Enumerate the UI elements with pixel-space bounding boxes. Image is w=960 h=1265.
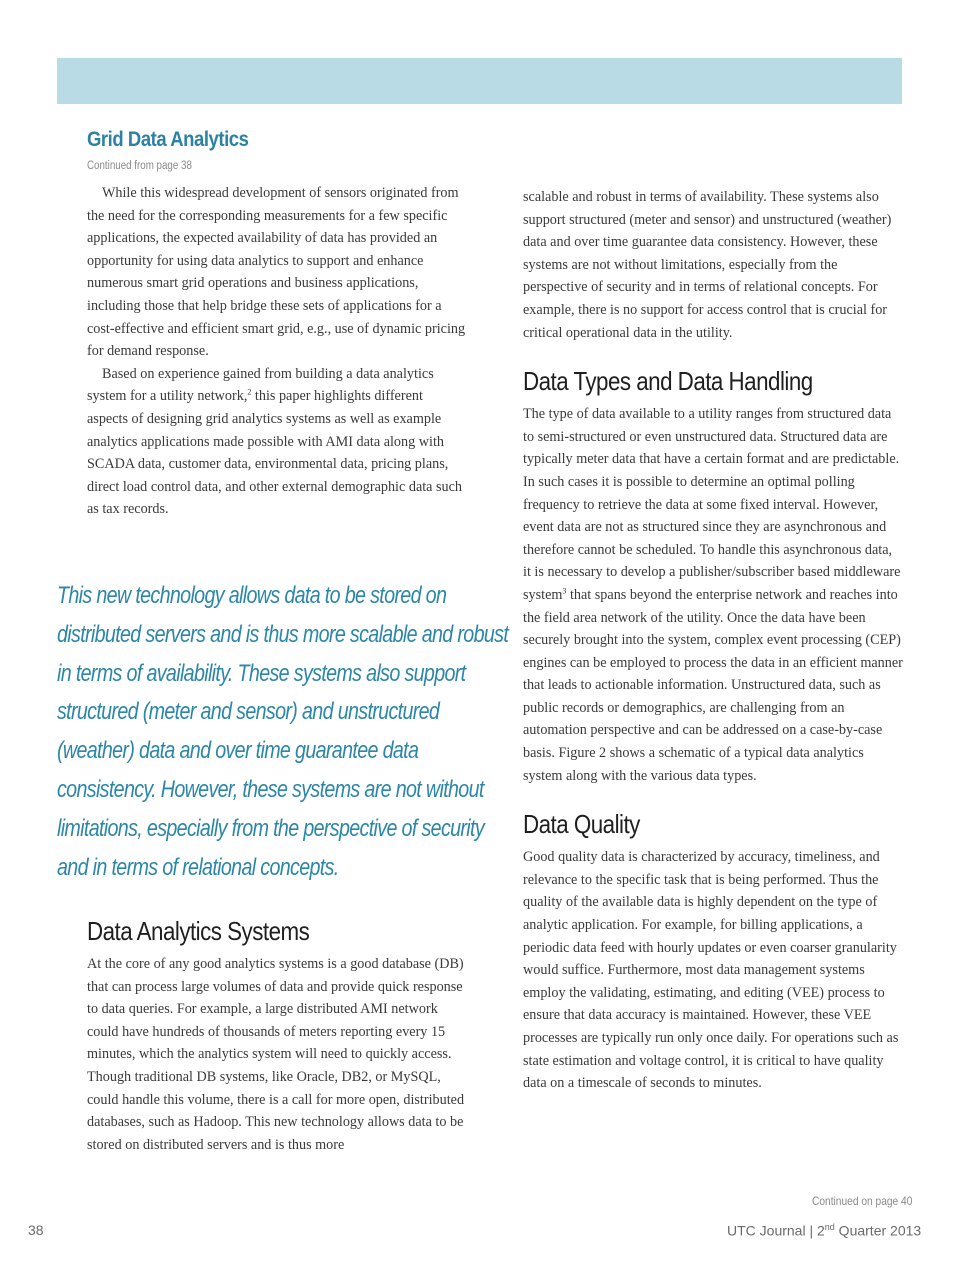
- pull-quote-line: This new technology allows data to be stored on: [57, 582, 447, 609]
- pull-quote-line: and in terms of relational concepts.: [57, 853, 339, 881]
- continued-on-note: Continued on page 40: [812, 1194, 913, 1208]
- continued-from-note: Continued from page 38: [87, 160, 192, 172]
- intro-text: [87, 182, 467, 521]
- data-analytics-systems-heading: Data Analytics Systems: [87, 916, 310, 946]
- data-analytics-systems-body: At the core of any good analytics systems is a good database (DB) that can process large volumes of data and provide quick response to data queries. For example, a large distributed AMI network could have hundreds of thousands of meters reporting every 15 minutes, which the analytics system will need to quickly access. Though traditional DB systems, like Oracle, DB2, or MySQL, could handle this volume, there is a call for more open, distributed databases, such as Hadoop. This new technology allows data to be stored on distributed servers and is thus more: [87, 956, 465, 1153]
- left-column: [87, 128, 467, 521]
- right-column: [523, 186, 903, 1095]
- page-number: 38: [28, 1222, 44, 1238]
- pull-quote-line: consistency. However, these systems are not without: [57, 775, 484, 803]
- intro-paragraph-2: Based on experience gained from building a data analytics system for a utility network,$^2$ this paper highlights different aspects of designing grid analytics systems as well as example analytics applications made possible with AMI data along with SCADA data, customer data, environmental data, pricing plans, direct load control data, and other external demographic data such as tax records.: [87, 365, 463, 518]
- data-quality-body: Good quality data is characterized by accuracy, timeliness, and relevance to the specific task that is being performed. Thus the quality of the available data is highly dependent on the type of analytic application. For example, for billing applications, a periodic data feed with hourly updates or even coarser granularity would suffice. Furthermore, most data management systems employ the validating, estimating, and editing (VEE) process to ensure that data accuracy is maintained. However, these VEE processes are typically run only once daily. For operations such as state estimation and voltage control, it is critical to have quality data on a timescale of seconds to minutes.: [523, 849, 899, 1092]
- journal-footer: UTC Journal | 2nd Quarter 2013: [727, 1222, 922, 1239]
- data-quality-heading: Data Quality: [523, 809, 640, 840]
- continuation-paragraph: scalable and robust in terms of availability. These systems also support structured (meter and sensor) and unstructured (weather) data and over time guarantee data consistency. However, these systems are not without limitations, especially from the perspective of security and in terms of relational concepts. For example, there is no support for access control that is crucial for critical operational data in the utility.: [523, 189, 892, 341]
- data-analytics-systems-section: [87, 916, 467, 1156]
- intro-paragraph-1: While this widespread development of sensors originated from the need for the corresponding measurements for a few specific applications, the expected availability of data has provided an opportunity for using data analytics to support and enhance numerous smart grid operations and business applications, including those that help bridge these sets of applications for a cost-effective and efficient smart grid, e.g., use of dynamic pricing for demand response.: [87, 185, 466, 360]
- data-types-body: The type of data available to a utility ranges from structured data to semi-structured or even unstructured data. Structured data are typically meter data that have a certain format and are predictable. In such cases it is possible to determine an optimal polling frequency to retrieve the data at some fixed interval. However, event data are not as structured since they are asynchronous and therefore cannot be scheduled. To handle this asynchronous data, it is necessary to develop a publisher/subscriber based middleware system$^3$ that spans beyond the enterprise network and reaches into the field area network of the utility. Once the data have been securely brought into the system, complex event processing (CEP) engines can be employed to process the data in an efficient manner that leads to actionable information. Unstructured data, such as public records or demographics, are challenging from an automation perspective and can be addressed on a case-by-case basis. Figure 2 shows a schematic of a typical data analytics system along with the various data types.: [523, 406, 903, 784]
- data-types-heading: Data Types and Data Handling: [523, 366, 813, 397]
- pull-quote: [57, 577, 509, 887]
- pull-quote-line: (weather) data and over time guarantee data: [57, 737, 419, 765]
- pull-quote-line: distributed servers and is thus more scalable and robust: [57, 620, 509, 648]
- footnote-ref-2: 2: [247, 387, 252, 397]
- section-title: Grid Data Analytics: [87, 128, 249, 151]
- pull-quote-line: in terms of availability. These systems also support: [57, 659, 466, 687]
- pull-quote-line: structured (meter and sensor) and unstructured: [57, 698, 440, 726]
- footnote-ref-3: 3: [562, 586, 567, 596]
- pull-quote-line: limitations, especially from the perspective of security: [57, 814, 485, 842]
- header-band: [57, 58, 902, 104]
